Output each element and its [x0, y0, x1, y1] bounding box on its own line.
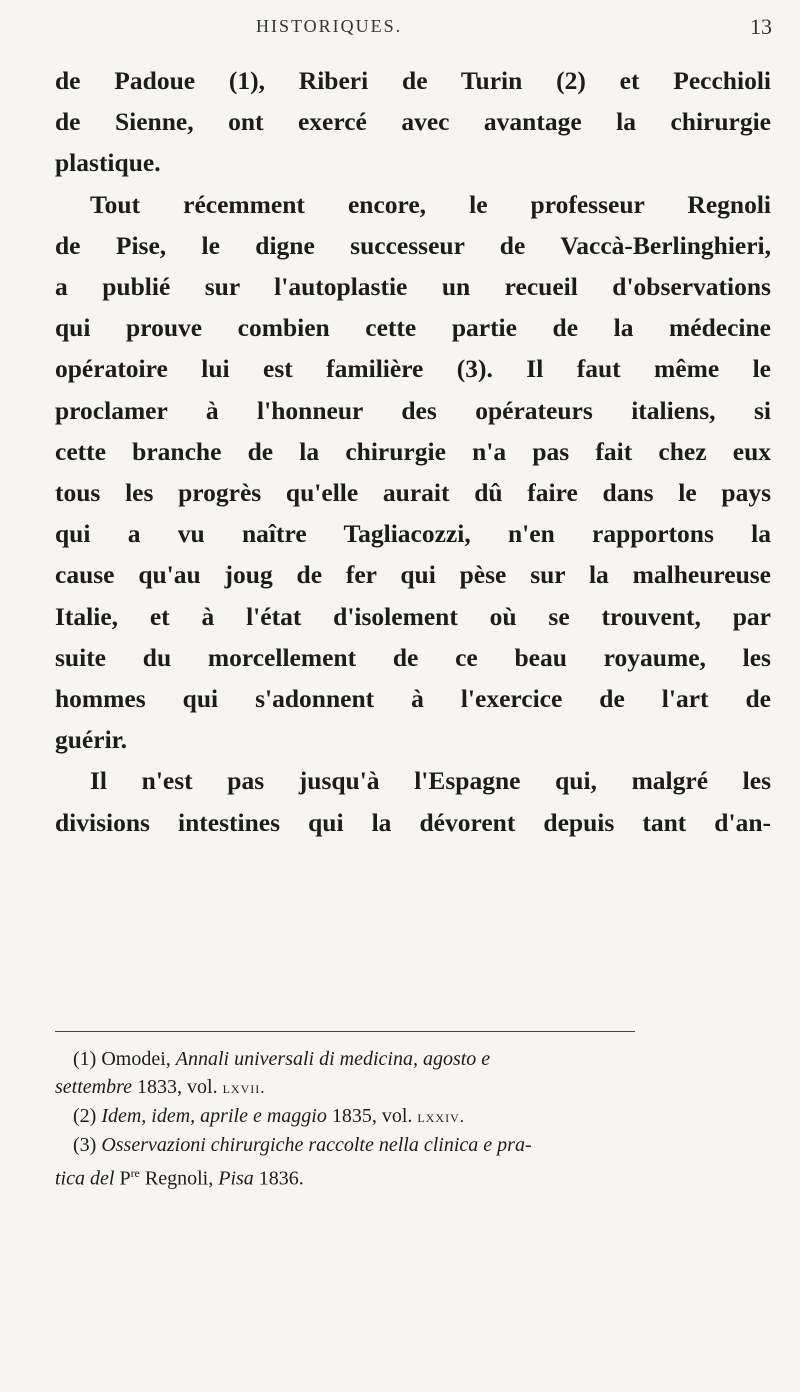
text-line: a publié sur l'autoplastie un recueil d'observations	[55, 272, 771, 302]
footnote-title: Idem, idem, aprile e maggio	[101, 1105, 327, 1127]
body-text	[55, 60, 771, 843]
footnote-1-cont	[55, 1073, 771, 1102]
footnote-divider	[55, 1031, 635, 1032]
footnote-1	[55, 1045, 771, 1073]
footnotes	[55, 1045, 771, 1193]
text-line: cette branche de la chirurgie n'a pas fait chez eux	[55, 436, 771, 466]
text-line: de Padoue (1), Riberi de Turin (2) et Pecchioli	[55, 66, 771, 95]
text-line: Italie, et à l'état d'isolement où se trouvent, par	[55, 601, 771, 631]
footnote-3-cont	[55, 1159, 771, 1193]
text-line: Il n'est pas jusqu'à l'Espagne qui, malgré les	[90, 766, 771, 796]
text-line: qui prouve combien cette partie de la médecine	[55, 313, 771, 343]
footnote-name: Regnoli,	[144, 1167, 214, 1190]
text-line: guérir.	[55, 725, 128, 755]
text-line: cause qu'au joug de fer qui pèse sur la malheureuse	[55, 560, 771, 590]
footnote-title-cont: tica del	[55, 1167, 115, 1190]
footnote-title: Annali universali di medicina, agosto e	[175, 1048, 491, 1070]
footnote-marker: (1)	[73, 1048, 97, 1070]
page-number: 13	[750, 14, 772, 39]
footnote-marker: (2)	[73, 1105, 97, 1127]
text-line: divisions intestines qui la dévorent depuis tant d'an-	[55, 807, 771, 837]
footnote-details: 1833, vol.	[137, 1076, 218, 1098]
text-line: de Pise, le digne successeur de Vaccà-Berlinghieri,	[55, 230, 771, 260]
text-line: opératoire lui est familière (3). Il faut même le	[55, 354, 771, 384]
footnote-place: Pisa	[218, 1167, 254, 1190]
footnote-marker: (3)	[73, 1134, 97, 1156]
text-line: tous les progrès qu'elle aurait dû faire dans le pays	[55, 478, 771, 508]
text-line: qui a vu naître Tagliacozzi, n'en rapportons la	[55, 519, 771, 549]
text-line: proclamer à l'honneur des opérateurs italiens, si	[55, 395, 771, 425]
text-line: suite du morcellement de ce beau royaume, les	[55, 642, 771, 672]
footnote-year: 1836.	[258, 1167, 304, 1190]
text-line: de Sienne, ont exercé avec avantage la chirurgie	[55, 107, 771, 137]
footnote-2	[55, 1102, 771, 1131]
footnote-author: Omodei,	[101, 1048, 171, 1070]
running-title: HISTORIQUES.	[256, 16, 403, 36]
running-head	[250, 16, 780, 46]
footnote-title-cont: settembre	[55, 1076, 133, 1098]
footnote-prefix: P	[119, 1167, 131, 1190]
text-line: plastique.	[55, 148, 161, 178]
footnote-volume: lxvii.	[222, 1078, 266, 1097]
footnote-title: Osservazioni chirurgiche raccolte nella clinica e pra-	[101, 1134, 532, 1156]
footnote-volume: lxxiv.	[417, 1107, 465, 1126]
footnote-3	[55, 1131, 771, 1159]
footnote-details: 1835, vol.	[331, 1105, 413, 1127]
text-line: Tout récemment encore, le professeur Regnoli	[90, 189, 771, 219]
text-line: hommes qui s'adonnent à l'exercice de l'art de	[55, 684, 771, 714]
footnote-prefix-sup: re	[130, 1166, 140, 1180]
